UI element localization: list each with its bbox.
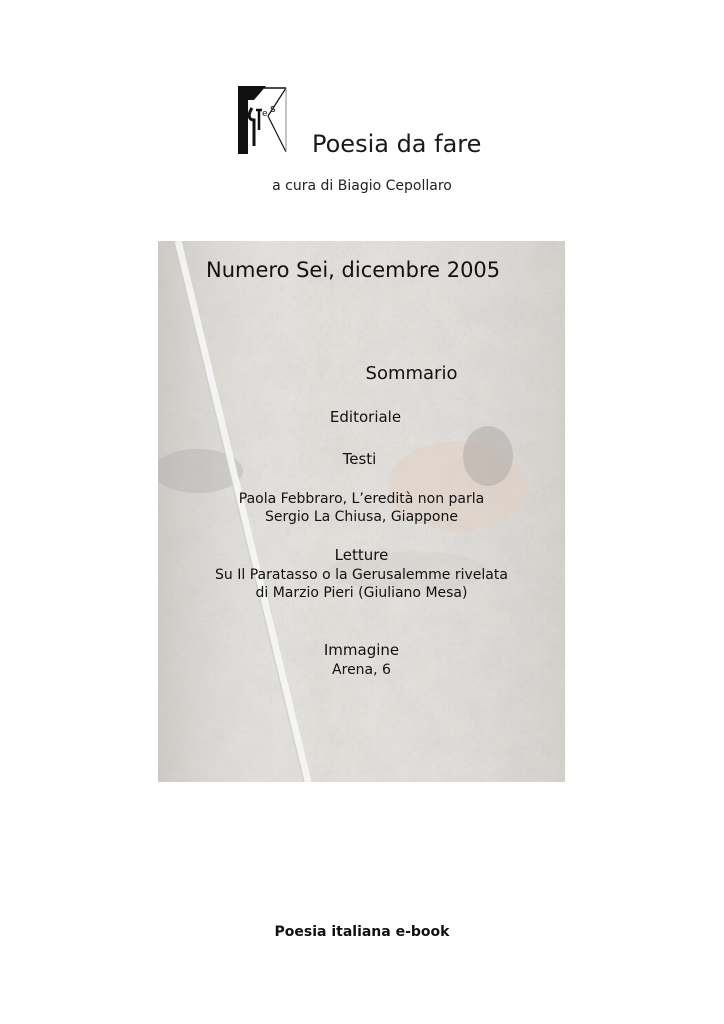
texts-heading: Testi	[342, 450, 377, 468]
editorial-entry: Editoriale	[329, 408, 402, 426]
curator-credit: a cura di Biagio Cepollaro	[272, 178, 452, 194]
svg-text:s: s	[270, 102, 276, 115]
svg-text:e: e	[262, 109, 268, 119]
text-entry: Paola Febbraro, L’eredità non parla	[238, 491, 485, 507]
publication-title: Poesia da fare	[312, 130, 482, 158]
cover-photo	[158, 241, 565, 782]
text-entry: Sergio La Chiusa, Giappone	[265, 509, 458, 525]
readings-heading: Letture	[334, 546, 389, 564]
reading-entry: di Marzio Pieri (Giuliano Mesa)	[255, 585, 468, 601]
table-of-contents	[158, 241, 565, 782]
poesia-da-fare-logo-icon	[238, 86, 288, 154]
reading-entry: Su Il Paratasso o la Gerusalemme rivelata	[215, 567, 508, 583]
issue-title: Numero Sei, dicembre 2005	[206, 258, 501, 282]
image-caption: Arena, 6	[332, 662, 391, 678]
image-heading: Immagine	[323, 641, 400, 659]
footer-label: Poesia italiana e-book	[274, 924, 450, 940]
summary-heading: Sommario	[365, 363, 458, 384]
